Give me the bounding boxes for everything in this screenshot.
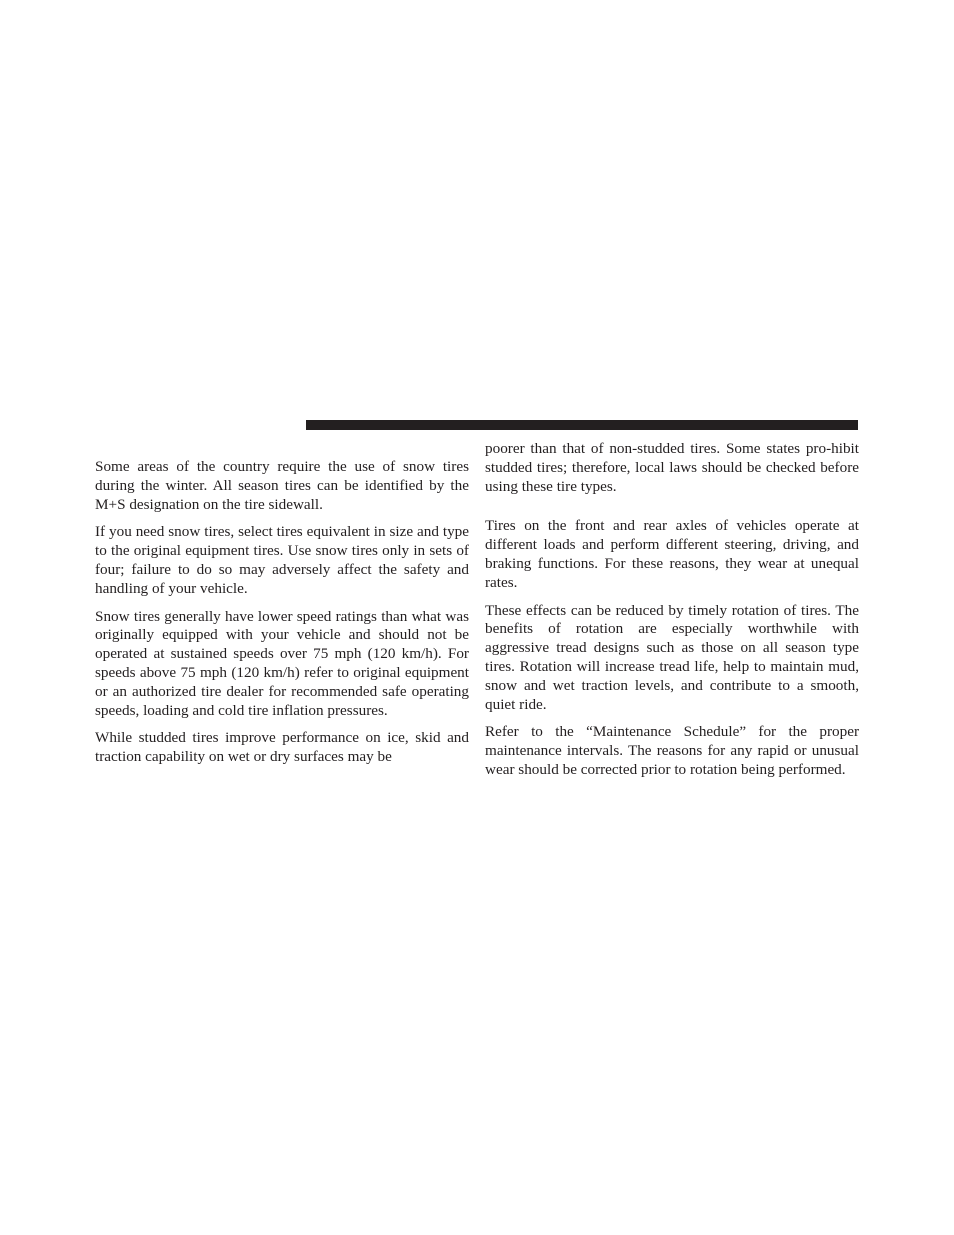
- snow-tires-selection-paragraph: If you need snow tires, select tires equivalent in size and type to the original equipment tires. Use snow tires only in sets of four; failure to do so may adversely affect the safety and handling of your vehicle.: [95, 523, 469, 597]
- tire-wear-paragraph: Tires on the front and rear axles of vehicles operate at different loads and perform different steering, driving, and braking functions. For these reasons, they wear at unequal rates.: [485, 517, 859, 591]
- studded-tires-continuation-paragraph: poorer than that of non-studded tires. Some states pro-hibit studded tires; therefore, local laws should be checked before using these tire types.: [485, 440, 859, 495]
- left-column: [95, 458, 469, 776]
- section-header-rule: [306, 420, 858, 430]
- snow-tires-intro-paragraph: Some areas of the country require the use of snow tires during the winter. All season tires can be identified by the M+S designation on the tire sidewall.: [95, 458, 469, 513]
- snow-tires-speed-paragraph: Snow tires generally have lower speed ratings than what was originally equipped with your vehicle and should not be operated at sustained speeds over 75 mph (120 km/h). For speeds above 75 mph (120 km/h) refer to original equipment or an authorized tire dealer for recommended safe operating speeds, loading and cold tire inflation pressures.: [95, 607, 469, 719]
- studded-tires-paragraph: While studded tires improve performance on ice, skid and traction capability on wet or dry surfaces may be: [95, 729, 469, 766]
- maintenance-schedule-paragraph: Refer to the “Maintenance Schedule” for the proper maintenance intervals. The reasons for any rapid or unusual wear should be corrected prior to rotation being performed.: [485, 723, 859, 778]
- tire-rotation-benefits-paragraph: These effects can be reduced by timely rotation of tires. The benefits of rotation are especially worthwhile with aggressive tread designs such as those on all season type tires. Rotation will increase tread life, help to maintain mud, snow and wet traction levels, and contribute to a smooth, quiet ride.: [485, 601, 859, 713]
- section-gap: [485, 505, 859, 517]
- right-column: [485, 440, 859, 789]
